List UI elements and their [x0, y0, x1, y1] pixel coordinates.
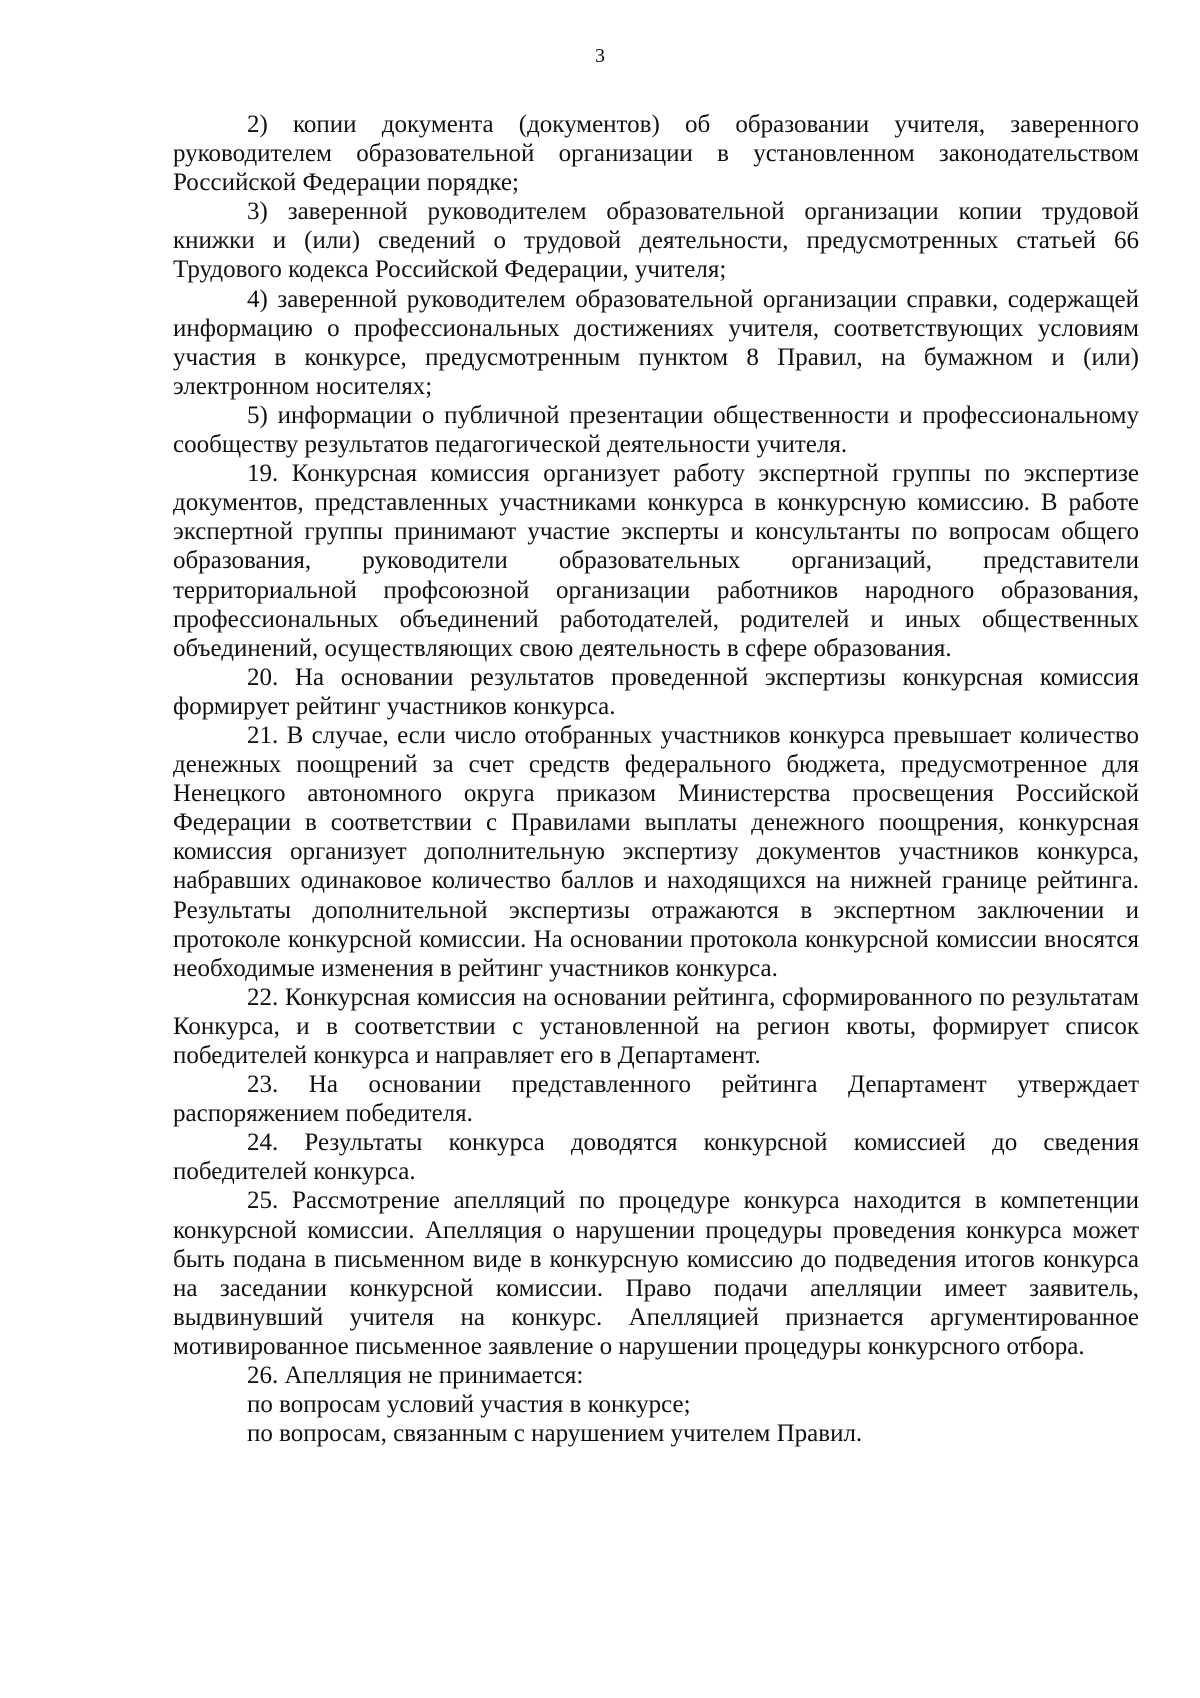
paragraph-26: 26. Апелляция не принимается:	[247, 1362, 584, 1390]
page-number: 3	[595, 45, 605, 67]
paragraph-item-5: 5) информации о публичной презентации общественности и профессиональному сообществу результатов педагогической деятельности учителя.	[173, 401, 1139, 459]
paragraph-24: 24. Результаты конкурса доводятся конкурсной комиссией до сведения победителей конкурса.	[173, 1129, 1139, 1186]
paragraph-19: 19. Конкурсная комиссия организует работу экспертной группы по экспертизе документов, представленных участниками конкурса в конкурсную комиссию. В работе экспертной группы принимают участие эксперты и консультанты по вопросам общего образования, руководители образовательных организаций, представители территориальной профсоюзной организации работников народного образования, профессиональных объединений работодателей, родителей и иных общественных объединений, осуществляющих свою деятельность в сфере образования.	[173, 460, 1139, 662]
paragraph-item-3: 3) заверенной руководителем образовательной организации копии трудовой книжки и (или) сведений о трудовой деятельности, предусмотренных статьей 66 Трудового кодекса Российской Федерации, учителя;	[173, 198, 1139, 284]
paragraph-item-4: 4) заверенной руководителем образовательной организации справки, содержащей информацию о профессиональных достижениях учителя, соответствующих условиям участия в конкурсе, предусмотренным пунктом 8 Правил, на бумажном и (или) электронном носителях;	[173, 285, 1139, 400]
paragraph-22: 22. Конкурсная комиссия на основании рейтинга, сформированного по результатам Конкурса, и в соответствии с установленной на регион квоты, формирует список победителей конкурса и направляет его в Департамент.	[173, 983, 1139, 1069]
paragraph-23: 23. На основании представленного рейтинга Департамент утверждает распоряжением победителя.	[173, 1071, 1139, 1128]
paragraph-21: 21. В случае, если число отобранных участников конкурса превышает количество денежных поощрений за счет средств федерального бюджета, предусмотренное для Ненецкого автономного округа приказом Министерства просвещения Российской Федерации в соответствии с Правилами выплаты денежного поощрения, конкурсная комиссия организует дополнительную экспертизу документов участников конкурса, набравших одинаковое количество баллов и находящихся на нижней границе рейтинга. Результаты дополнительной экспертизы отражаются в экспертном заключении и протоколе конкурсной комиссии. На основании протокола конкурсной комиссии вносятся необходимые изменения в рейтинг участников конкурса.	[173, 721, 1139, 982]
paragraph-25: 25. Рассмотрение апелляций по процедуре конкурса находится в компетенции конкурсной комиссии. Апелляция о нарушении процедуры проведения конкурса может быть подана в письменном виде в конкурсную комиссию до подведения итогов конкурса на заседании конкурсной комиссии. Право подачи апелляции имеет заявитель, выдвинувший учителя на конкурс. Апелляцией признается аргументированное мотивированное письменное заявление о нарушении процедуры конкурсного отбора.	[173, 1187, 1139, 1360]
list-item: по вопросам, связанным с нарушением учителем Правил.	[247, 1420, 863, 1448]
list-item: по вопросам условий участия в конкурсе;	[247, 1391, 691, 1419]
paragraph-item-2: 2) копии документа (документов) об образовании учителя, заверенного руководителем образовательной организации в установленном законодательством Российской Федерации порядке;	[173, 111, 1139, 197]
document-body	[173, 110, 1139, 1448]
paragraph-20: 20. На основании результатов проведенной экспертизы конкурсная комиссия формирует рейтинг участников конкурса.	[173, 663, 1139, 720]
